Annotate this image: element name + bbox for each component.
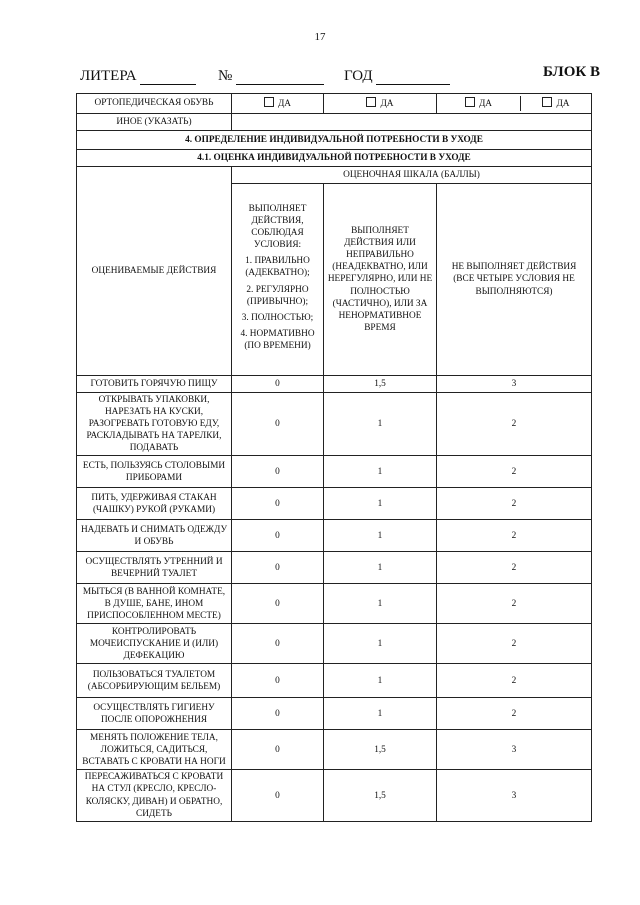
table-row (77, 488, 592, 520)
number-field[interactable] (218, 68, 324, 85)
score-0-cell[interactable]: 0 (232, 624, 324, 664)
score-partial-cell[interactable]: 1 (324, 456, 437, 488)
table-row (77, 770, 592, 821)
score-max-cell[interactable]: 2 (437, 698, 592, 730)
table-row (77, 552, 592, 584)
score-0-cell[interactable]: 0 (232, 698, 324, 730)
checkbox-option[interactable]: ДА (437, 96, 521, 111)
action-cell: КОНТРОЛИРОВАТЬ МОЧЕИСПУСКАНИЕ И (ИЛИ) ДЕФЕКАЦИЮ (77, 624, 232, 664)
action-cell: МЕНЯТЬ ПОЛОЖЕНИЕ ТЕЛА, ЛОЖИТЬСЯ, САДИТЬСЯ, ВСТАВАТЬ С КРОВАТИ НА НОГИ (77, 730, 232, 770)
score-0-cell[interactable]: 0 (232, 664, 324, 698)
score-max-cell[interactable]: 2 (437, 664, 592, 698)
score-max-cell[interactable]: 2 (437, 393, 592, 456)
score-0-cell[interactable]: 0 (232, 520, 324, 552)
table-row (77, 730, 592, 770)
table-row (77, 698, 592, 730)
score-partial-cell[interactable]: 1,5 (324, 770, 437, 821)
checkbox-option[interactable]: ДА (232, 94, 324, 114)
action-cell: ЕСТЬ, ПОЛЬЗУЯСЬ СТОЛОВЫМИ ПРИБОРАМИ (77, 456, 232, 488)
year-label: ГОД (344, 68, 373, 84)
action-cell: НАДЕВАТЬ И СНИМАТЬ ОДЕЖДУ И ОБУВЬ (77, 520, 232, 552)
checkbox-icon[interactable] (264, 97, 274, 107)
orthopedic-shoes-label: ОРТОПЕДИЧЕСКАЯ ОБУВЬ (77, 94, 232, 114)
year-field[interactable] (344, 68, 450, 85)
litera-label: ЛИТЕРА (80, 68, 137, 84)
action-cell: ПИТЬ, УДЕРЖИВАЯ СТАКАН (ЧАШКУ) РУКОЙ (РУКАМИ) (77, 488, 232, 520)
checkbox-icon[interactable] (465, 97, 475, 107)
table-row (77, 584, 592, 624)
score-partial-cell[interactable]: 1 (324, 698, 437, 730)
table-row (77, 376, 592, 393)
score-max-criteria: НЕ ВЫПОЛНЯЕТ ДЕЙСТВИЯ (ВСЕ ЧЕТЫРЕ УСЛОВИЯ НЕ ВЫПОЛНЯЮТСЯ) (437, 184, 592, 376)
care-assessment-table (76, 93, 592, 822)
score-partial-cell[interactable]: 1 (324, 664, 437, 698)
block-label: БЛОК В (542, 64, 600, 80)
score-partial-cell[interactable]: 1 (324, 393, 437, 456)
score-max-cell[interactable]: 2 (437, 456, 592, 488)
score-partial-cell[interactable]: 1 (324, 520, 437, 552)
table-row (77, 456, 592, 488)
section-title: 4. ОПРЕДЕЛЕНИЕ ИНДИВИДУАЛЬНОЙ ПОТРЕБНОСТИ В УХОДЕ (77, 131, 592, 150)
score-max-cell[interactable]: 3 (437, 770, 592, 821)
other-row (77, 114, 592, 131)
table-row (77, 393, 592, 456)
score-partial-criteria: ВЫПОЛНЯЕТ ДЕЙСТВИЯ ИЛИ НЕПРАВИЛЬНО (НЕАДЕКВАТНО, ИЛИ НЕРЕГУЛЯРНО, ИЛИ НЕ ПОЛНОСТЬЮ (ЧАСТИЧНО), ИЛИ ЗА НЕНОРМАТИВНОЕ ВРЕМЯ (324, 184, 437, 376)
scale-header: ОЦЕНОЧНАЯ ШКАЛА (БАЛЛЫ) (232, 167, 592, 184)
score-0-cell[interactable]: 0 (232, 456, 324, 488)
other-label: ИНОЕ (УКАЗАТЬ) (77, 114, 232, 131)
score-max-cell[interactable]: 2 (437, 624, 592, 664)
checkbox-icon[interactable] (366, 97, 376, 107)
score-max-cell[interactable]: 2 (437, 552, 592, 584)
checkbox-option[interactable]: ДА (324, 94, 437, 114)
score-0-cell[interactable]: 0 (232, 488, 324, 520)
table-row (77, 664, 592, 698)
score-max-cell[interactable]: 2 (437, 488, 592, 520)
action-cell: МЫТЬСЯ (В ВАННОЙ КОМНАТЕ, В ДУШЕ, БАНЕ, ИНОМ ПРИСПОСОБЛЕННОМ МЕСТЕ) (77, 584, 232, 624)
other-input[interactable] (232, 114, 592, 131)
score-max-cell[interactable]: 2 (437, 584, 592, 624)
score-partial-cell[interactable]: 1,5 (324, 376, 437, 393)
subsection-title: 4.1. ОЦЕНКА ИНДИВИДУАЛЬНОЙ ПОТРЕБНОСТИ В УХОДЕ (77, 150, 592, 167)
score-partial-cell[interactable]: 1 (324, 552, 437, 584)
score-0-cell[interactable]: 0 (232, 770, 324, 821)
action-cell: ОТКРЫВАТЬ УПАКОВКИ, НАРЕЗАТЬ НА КУСКИ, РАЗОГРЕВАТЬ ГОТОВУЮ ЕДУ, РАСКЛАДЫВАТЬ НА ТАРЕЛКИ, ПОДАВАТЬ (77, 393, 232, 456)
score-0-cell[interactable]: 0 (232, 376, 324, 393)
action-cell: ПЕРЕСАЖИВАТЬСЯ С КРОВАТИ НА СТУЛ (КРЕСЛО, КРЕСЛО-КОЛЯСКУ, ДИВАН) И ОБРАТНО, СИДЕТЬ (77, 770, 232, 821)
score-0-cell[interactable]: 0 (232, 393, 324, 456)
checkbox-option[interactable]: ДА (521, 96, 592, 111)
actions-header: ОЦЕНИВАЕМЫЕ ДЕЙСТВИЯ (77, 167, 232, 376)
table-row (77, 520, 592, 552)
checkbox-icon[interactable] (542, 97, 552, 107)
score-max-cell[interactable]: 3 (437, 730, 592, 770)
score-0-cell[interactable]: 0 (232, 552, 324, 584)
action-cell: ОСУЩЕСТВЛЯТЬ ГИГИЕНУ ПОСЛЕ ОПОРОЖНЕНИЯ (77, 698, 232, 730)
score-max-cell[interactable]: 2 (437, 520, 592, 552)
action-cell: ОСУЩЕСТВЛЯТЬ УТРЕННИЙ И ВЕЧЕРНИЙ ТУАЛЕТ (77, 552, 232, 584)
score-partial-cell[interactable]: 1 (324, 624, 437, 664)
score-0-cell[interactable]: 0 (232, 584, 324, 624)
number-label: № (218, 68, 233, 84)
orthopedic-shoes-row (77, 94, 592, 114)
form-header (80, 64, 600, 88)
table-row (77, 624, 592, 664)
score-partial-cell[interactable]: 1 (324, 584, 437, 624)
score-0-criteria: ВЫПОЛНЯЕТ ДЕЙСТВИЯ, СОБЛЮДАЯ УСЛОВИЯ: 1. ПРАВИЛЬНО (АДЕКВАТНО); 2. РЕГУЛЯРНО (ПРИВЫЧНО); 3. ПОЛНОСТЬЮ; 4. НОРМАТИВНО (ПО ВРЕМЕНИ) (232, 184, 324, 376)
page-number: 17 (314, 31, 326, 43)
score-max-cell[interactable]: 3 (437, 376, 592, 393)
litera-field[interactable] (80, 68, 196, 85)
score-partial-cell[interactable]: 1,5 (324, 730, 437, 770)
score-partial-cell[interactable]: 1 (324, 488, 437, 520)
score-0-cell[interactable]: 0 (232, 730, 324, 770)
action-cell: ПОЛЬЗОВАТЬСЯ ТУАЛЕТОМ (АБСОРБИРУЮЩИМ БЕЛЬЕМ) (77, 664, 232, 698)
action-cell: ГОТОВИТЬ ГОРЯЧУЮ ПИЩУ (77, 376, 232, 393)
